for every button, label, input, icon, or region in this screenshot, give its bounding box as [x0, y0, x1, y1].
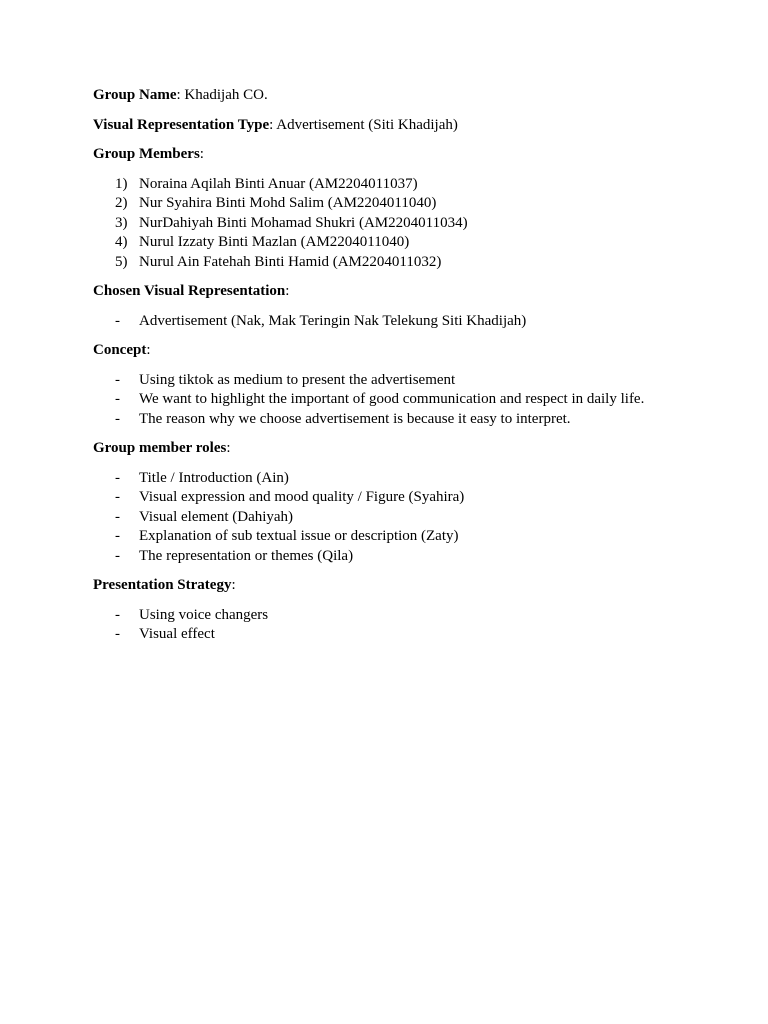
list-item	[93, 371, 733, 391]
roles-heading	[93, 439, 733, 459]
list-item	[93, 390, 733, 410]
visual-type-line	[93, 116, 733, 136]
dash-bullet: -	[115, 312, 120, 329]
list-item	[93, 410, 733, 430]
member-name: Nurul Izzaty Binti Mazlan (AM2204011040)	[139, 234, 410, 250]
dash-bullet: -	[115, 547, 120, 564]
list-item-text: Using voice changers	[139, 606, 269, 623]
member-name: Noraina Aqilah Binti Anuar (AM2204011037)	[139, 175, 418, 192]
list-item-text: Visual element (Dahiyah)	[139, 508, 294, 525]
list-item-text: Title / Introduction (Ain)	[139, 469, 289, 486]
list-item-text: We want to highlight the important of good communication and respect in daily life.	[139, 391, 645, 407]
group-name-label: Group Name	[93, 87, 177, 103]
roles-label: Group member roles	[93, 440, 227, 456]
strategy-colon: :	[231, 577, 236, 593]
strategy-label: Presentation Strategy	[93, 577, 232, 593]
roles-list	[93, 469, 733, 567]
list-item	[93, 469, 733, 489]
dash-bullet: -	[115, 371, 120, 388]
visual-type-label: Visual Representation Type	[93, 116, 270, 133]
dash-bullet: -	[115, 508, 120, 525]
concept-colon: :	[146, 342, 151, 358]
dash-bullet: -	[115, 469, 120, 486]
chosen-visual-heading	[93, 282, 733, 302]
list-item	[93, 508, 733, 528]
list-item	[93, 194, 733, 214]
list-number: 2)	[115, 195, 128, 211]
dash-bullet: -	[115, 528, 120, 544]
list-item-text: Visual expression and mood quality / Figure (Syahira)	[139, 489, 465, 505]
group-members-heading	[93, 145, 733, 165]
list-item	[93, 233, 733, 253]
list-item-text: The representation or themes (Qila)	[139, 547, 354, 564]
chosen-visual-colon: :	[285, 283, 290, 299]
list-item-text: Advertisement (Nak, Mak Teringin Nak Telekung Siti Khadijah)	[139, 312, 527, 329]
list-number: 1)	[115, 175, 128, 192]
visual-type-value: : Advertisement (Siti Khadijah)	[269, 116, 458, 133]
list-item-text: Explanation of sub textual issue or description (Zaty)	[139, 528, 459, 544]
dash-bullet: -	[115, 606, 120, 623]
strategy-heading	[93, 576, 733, 596]
document-body	[93, 86, 733, 655]
list-number: 4)	[115, 234, 128, 250]
member-name: Nurul Ain Fatehah Binti Hamid (AM2204011032)	[139, 253, 442, 270]
member-name: Nur Syahira Binti Mohd Salim (AM2204011040)	[139, 195, 437, 211]
member-name: NurDahiyah Binti Mohamad Shukri (AM2204011034)	[139, 214, 468, 231]
list-number: 3)	[115, 214, 128, 231]
strategy-list	[93, 606, 733, 645]
group-members-colon: :	[199, 146, 204, 162]
list-item	[93, 253, 733, 273]
concept-label: Concept	[93, 342, 147, 358]
list-number: 5)	[115, 253, 128, 270]
group-members-list	[93, 175, 733, 273]
list-item	[93, 175, 733, 195]
list-item	[93, 488, 733, 508]
roles-colon: :	[226, 440, 231, 456]
group-members-label: Group Members	[93, 146, 200, 162]
dash-bullet: -	[115, 391, 120, 407]
list-item	[93, 214, 733, 234]
list-item-text: Using tiktok as medium to present the advertisement	[139, 371, 456, 388]
list-item	[93, 527, 733, 547]
dash-bullet: -	[115, 489, 120, 505]
group-name-line	[93, 86, 733, 106]
dash-bullet: -	[115, 410, 120, 427]
list-item	[93, 312, 733, 332]
dash-bullet: -	[115, 626, 120, 642]
list-item	[93, 625, 733, 645]
concept-heading	[93, 341, 733, 361]
chosen-visual-label: Chosen Visual Representation	[93, 283, 286, 299]
list-item-text: Visual effect	[139, 626, 215, 642]
group-name-value: : Khadijah CO.	[176, 87, 268, 103]
chosen-visual-list	[93, 312, 733, 332]
list-item-text: The reason why we choose advertisement is because it easy to interpret.	[139, 410, 571, 427]
list-item	[93, 547, 733, 567]
list-item	[93, 606, 733, 626]
concept-list	[93, 371, 733, 430]
